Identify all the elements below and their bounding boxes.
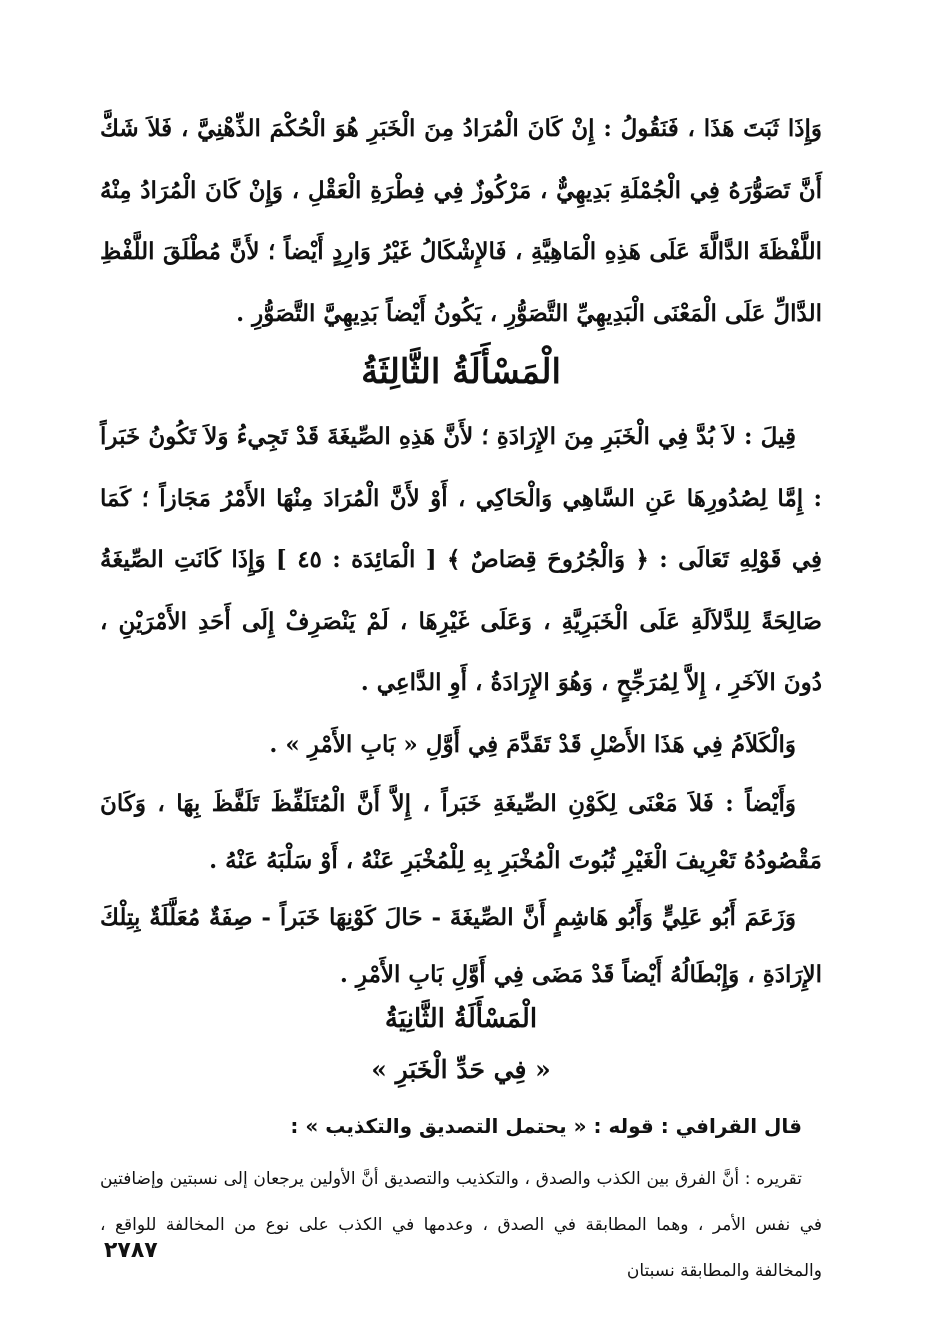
section-heading-second: الْمَسْأَلَةُ الثَّانِيَةُ xyxy=(384,1004,538,1034)
section-heading-third: الْمَسْأَلَةُ الثَّالِثَةُ xyxy=(361,352,561,392)
paragraph: وَأَيْضاً : فَلاَ مَعْنَى لِكَوْنِ الصِّيغَةِ خَبَراً ، إِلاَّ أَنَّ الْمُتَلَفِّظَ تَلَفَّظَ بِهَا ، وَكَانَ مَقْصُودُهُ تَعْرِيفَ الْغَيْرِ ثُبُوتَ الْمُخْبَرِ بِهِ لِلْمُخْبَرِ عَنْهُ ، أَوْ سَلْبَهُ عَنْهُ . xyxy=(100,790,822,874)
paragraph: وَزَعَمَ أَبُو عَلِيٍّ وَأَبُو هَاشِمٍ أَنَّ الصِّيغَةَ - حَالَ كَوْنِهَا خَبَراً - صِفَةٌ مُعَلَّلَةٌ بِتِلْكَ الإِرَادَةِ ، وَإِبْطَالُهُ أَيْضاً قَدْ مَضَى فِي أَوَّلِ بَابِ الأَمْرِ . xyxy=(100,904,822,988)
paragraph: وَالْكَلاَمُ فِي هَذَا الأَصْلِ قَدْ تَقَدَّمَ فِي أَوَّلِ « بَابِ الأَمْرِ » . xyxy=(269,730,796,758)
section-subheading: « فِي حَدِّ الْخَبَرِ » xyxy=(371,1055,551,1084)
page-body xyxy=(100,98,822,1294)
paragraph: وَإِذَا ثَبَتَ هَذَا ، فَنَقُولُ : إِنْ كَانَ الْمُرَادُ مِنَ الْخَبَرِ هُوَ الْحُكْمَ الذِّهْنِيَّ ، فَلاَ شَكَّ أَنَّ تَصَوُّرَهُ فِي الْجُمْلَةِ بَدِيهِيٌّ ، مَرْكُوزٌ فِي فِطْرَةِ الْعَقْلِ ، وَإِنْ كَانَ الْمُرَادُ مِنْهُ اللَّفْظَةَ الدَّالَّةَ عَلَى هَذِهِ الْمَاهِيَّةِ ، فَالإِشْكَالُ غَيْرُ وَارِدٍ أَيْضاً ؛ لأَنَّ مُطْلَقَ اللَّفْظِ الدَّالِّ عَلَى الْمَعْنَى الْبَدِيهِيِّ التَّصَوُّرِ ، يَكُونُ أَيْضاً بَدِيهِيَّ التَّصَوُّرِ . xyxy=(100,115,822,327)
commentary-paragraph: تقريره : أنَّ الفرق بين الكذب والصدق ، والتكذيب والتصديق أنَّ الأولين يرجعان إلى نسبتين وإضافتين في نفس الأمر ، وهما المطابقة في الصدق ، وعدمها في الكذب على نوع من المخالفة للواقع ، والمخالفة والمطابقة نسبتان xyxy=(100,1169,822,1281)
page-number: ٢٧٨٧ xyxy=(104,1238,158,1263)
paragraph: قِيلَ : لاَ بُدَّ فِي الْخَبَرِ مِنَ الإِرَادَةِ ؛ لأَنَّ هَذِهِ الصِّيغَةَ قَدْ تَجِيءُ وَلاَ تَكُونُ خَبَراً : إِمَّا لِصُدُورِهَا عَنِ السَّاهِي وَالْحَاكِي ، أَوْ لأَنَّ الْمُرَادَ مِنْهَا الأَمْرُ مَجَازاً ؛ كَمَا فِي قَوْلِهِ تَعَالَى : ﴿ وَالْجُرُوحَ قِصَاصٌ ﴾ [ الْمَائِدَة : ٤٥ ] وَإِذَا كَانَتِ الصِّيغَةُ صَالِحَةً لِلدَّلاَلَةِ عَلَى الْخَبَرِيَّةِ ، وَعَلَى غَيْرِهَا ، لَمْ يَنْصَرِفْ إِلَى أَحَدِ الأَمْرَيْنِ ، دُونَ الآخَرِ ، إِلاَّ لِمُرَجِّحٍ ، وَهُوَ الإِرَادَةُ ، أَوِ الدَّاعِي . xyxy=(100,423,822,696)
commentary-lead: قال القرافي : قوله : « يحتمل التصديق والتكذيب » : xyxy=(290,1114,802,1138)
